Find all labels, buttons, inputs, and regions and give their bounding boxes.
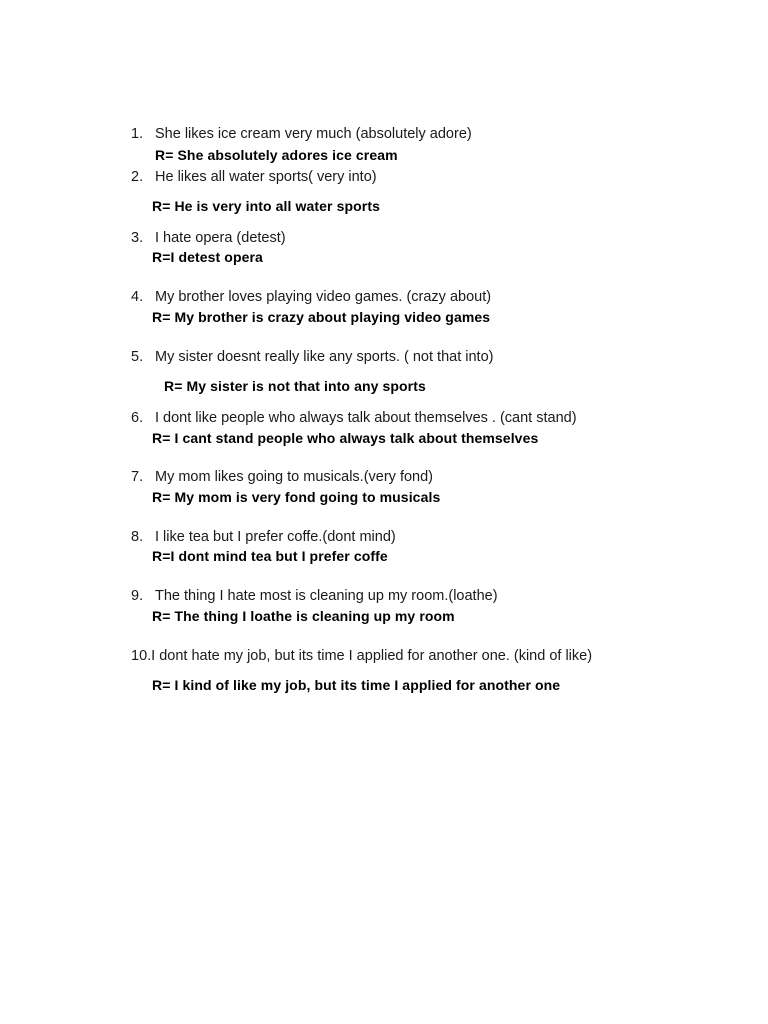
- question-7: [131, 469, 433, 485]
- question-number: 5.: [131, 349, 144, 365]
- question-number: 3.: [131, 230, 144, 246]
- question-number: 2.: [131, 169, 144, 185]
- question-text: I dont hate my job, but its time I applied for another one. (kind of like): [151, 648, 593, 664]
- question-5: [131, 349, 493, 365]
- question-4: [131, 289, 491, 305]
- question-number: 10.: [131, 648, 152, 664]
- answer-10: R= I kind of like my job, but its time I applied for another one: [152, 677, 561, 693]
- question-number: 9.: [131, 588, 144, 604]
- question-text: I like tea but I prefer coffe.(dont mind): [155, 529, 396, 545]
- question-8: [131, 529, 396, 545]
- question-text: The thing I hate most is cleaning up my room.(loathe): [155, 588, 498, 604]
- answer-1: R= She absolutely adores ice cream: [155, 147, 398, 163]
- question-text: She likes ice cream very much (absolutely adore): [155, 126, 472, 142]
- question-text: I hate opera (detest): [155, 230, 286, 246]
- question-9: [131, 588, 498, 604]
- answer-4: R= My brother is crazy about playing video games: [152, 309, 491, 325]
- answer-7: R= My mom is very fond going to musicals: [152, 489, 441, 505]
- answer-8: R=I dont mind tea but I prefer coffe: [152, 548, 388, 564]
- question-text: My brother loves playing video games. (crazy about): [155, 289, 492, 305]
- question-text: My sister doesnt really like any sports. ( not that into): [155, 349, 494, 365]
- answer-2: R= He is very into all water sports: [152, 198, 380, 214]
- question-text: He likes all water sports( very into): [155, 169, 377, 185]
- answer-6: R= I cant stand people who always talk about themselves: [152, 430, 539, 446]
- question-2: [131, 169, 377, 185]
- question-number: 6.: [131, 410, 144, 426]
- question-number: 1.: [131, 126, 144, 142]
- question-number: 8.: [131, 529, 144, 545]
- question-3: [131, 230, 286, 246]
- question-text: My mom likes going to musicals.(very fond): [155, 469, 433, 485]
- question-10: [131, 648, 592, 664]
- question-text: I dont like people who always talk about themselves . (cant stand): [155, 410, 577, 426]
- question-6: [131, 410, 577, 426]
- question-number: 4.: [131, 289, 144, 305]
- answer-3: R=I detest opera: [152, 249, 263, 265]
- answer-9: R= The thing I loathe is cleaning up my room: [152, 608, 455, 624]
- answer-5: R= My sister is not that into any sports: [164, 378, 426, 394]
- question-number: 7.: [131, 469, 144, 485]
- question-1: [131, 126, 472, 142]
